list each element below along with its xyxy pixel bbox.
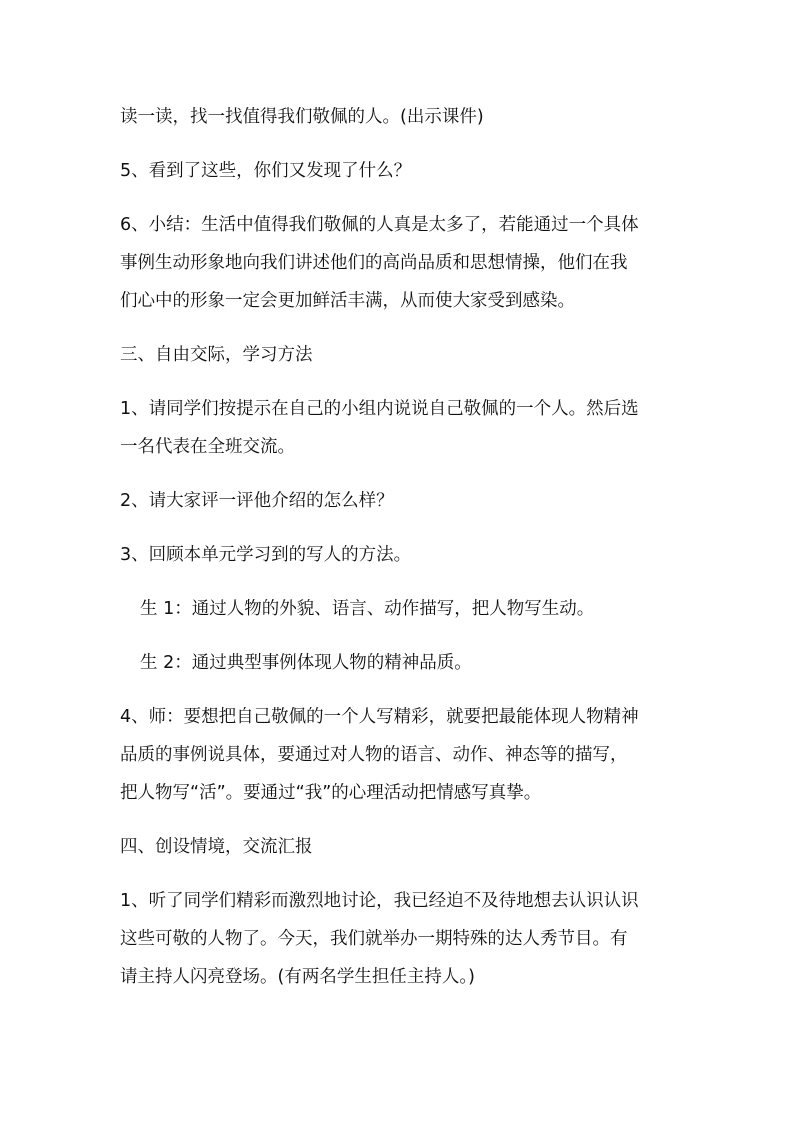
- paragraph-step-6-summary: [120, 206, 680, 320]
- section-heading-4: [120, 828, 680, 866]
- text-line: 四、创设情境，交流汇报: [120, 837, 313, 857]
- text-line: 生 2：通过典型事例体现人物的精神品质。: [140, 653, 472, 673]
- text-line: 1、请同学们按提示在自己的小组内说说自己敬佩的一个人。然后选: [120, 399, 639, 419]
- text-line: 请主持人闪亮登场。(有两名学生担任主持人。): [120, 967, 475, 987]
- paragraph-item-1: [120, 390, 680, 466]
- paragraph-item-3: [120, 536, 680, 574]
- text-line: 读一读，找一找值得我们敬佩的人。(出示课件): [120, 107, 484, 127]
- text-line: 一名代表在全班交流。: [120, 437, 295, 457]
- text-line: 们心中的形象一定会更加鲜活丰满，从而使大家受到感染。: [120, 291, 575, 311]
- paragraph-item-4-teacher: [120, 698, 680, 812]
- paragraph-item-1-host: [120, 882, 680, 996]
- paragraph-read-find: [120, 98, 680, 136]
- document-body: [120, 98, 680, 996]
- text-line: 6、小结：生活中值得我们敬佩的人真是太多了，若能通过一个具体: [120, 215, 639, 235]
- paragraph-item-2: [120, 482, 680, 520]
- text-line: 品质的事例说具体，要通过对人物的语言、动作、神态等的描写，: [120, 745, 628, 765]
- paragraph-student-1: [120, 590, 680, 628]
- text-line: 生 1：通过人物的外貌、语言、动作描写，把人物写生动。: [140, 599, 595, 619]
- text-line: 1、听了同学们精彩而激烈地讨论，我已经迫不及待地想去认识认识: [120, 891, 639, 911]
- text-line: 这些可敬的人物了。今天，我们就举办一期特殊的达人秀节目。有: [120, 929, 628, 949]
- text-line: 事例生动形象地向我们讲述他们的高尚品质和思想情操，他们在我: [120, 253, 628, 273]
- text-line: 三、自由交际，学习方法: [120, 345, 313, 365]
- text-line: 把人物写“活”。要通过“我”的心理活动把情感写真挚。: [120, 783, 542, 803]
- text-line: 3、回顾本单元学习到的写人的方法。: [120, 545, 412, 565]
- section-heading-3: [120, 336, 680, 374]
- text-line: 4、师：要想把自己敬佩的一个人写精彩，就要把最能体现人物精神: [120, 707, 639, 727]
- paragraph-student-2: [120, 644, 680, 682]
- text-line: 5、看到了这些，你们又发现了什么？: [120, 161, 412, 181]
- paragraph-step-5: [120, 152, 680, 190]
- text-line: 2、请大家评一评他介绍的怎么样？: [120, 491, 394, 511]
